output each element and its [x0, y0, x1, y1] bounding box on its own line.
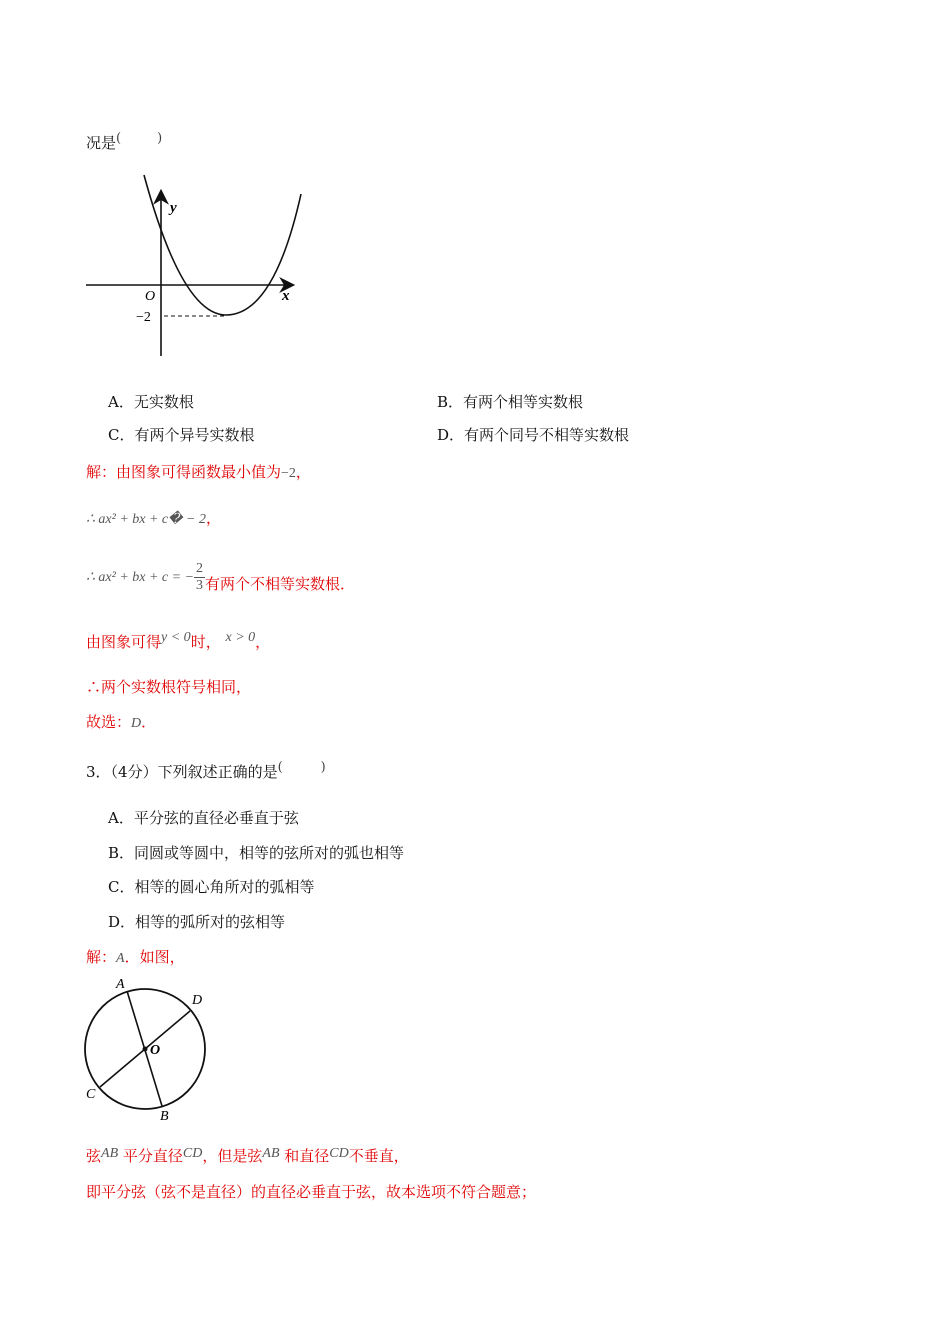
q3-sol2-d: 和直径	[284, 1147, 330, 1165]
label-c: C	[86, 1087, 96, 1102]
q3-option-d[interactable]: D．相等的弧所对的弦相等	[108, 913, 286, 931]
frac-numerator: 2	[196, 560, 204, 576]
q2-sol4-b: 时，	[190, 633, 221, 651]
center-point	[143, 1047, 148, 1052]
q3-stem	[86, 762, 326, 784]
q2-option-c[interactable]: C．有两个异号实数根	[108, 426, 255, 444]
q3-sol1-a: 解：	[86, 948, 117, 966]
x-axis-label: x	[282, 288, 290, 304]
q3-sol1-b: ．如图，	[124, 948, 185, 966]
q2-sol2-end: ，	[205, 509, 221, 527]
q2-solution-line2	[86, 508, 221, 530]
label-d: D	[192, 993, 203, 1008]
q2-stem-text: 况是	[86, 134, 117, 152]
min-value-label: −2	[136, 310, 151, 325]
origin-label: O	[145, 289, 156, 304]
q3-option-b[interactable]: B．同圆或等圆中，相等的弦所对的弧也相等	[108, 844, 405, 862]
q3-sol2-m4: CD	[329, 1146, 349, 1161]
q3-sol2-a: 弦	[86, 1147, 102, 1165]
q2-sol3-fraction	[194, 561, 205, 594]
q2-option-b[interactable]: B．有两个相等实数根	[437, 393, 584, 411]
q2-sol1-text: 解：由图象可得函数最小值为	[86, 463, 282, 481]
q3-solution-line2	[86, 1146, 409, 1168]
label-b: B	[160, 1109, 169, 1124]
q2-sol4-c: ，	[255, 633, 271, 651]
q3-sol2-m3: AB	[262, 1146, 280, 1161]
q2-option-a[interactable]: A．无实数根	[108, 393, 194, 411]
q3-sol2-b: 平分直径	[122, 1147, 183, 1165]
q2-sol3-text: 有两个不相等实数根．	[205, 575, 356, 593]
q2-sol2-math: ∴ ax² + bx + c� − 2	[86, 512, 206, 527]
q2-sol1-end: ，	[295, 463, 311, 481]
parabola-curve	[144, 175, 301, 315]
q2-solution-line5: ∴两个实数根符号相同，	[86, 678, 252, 696]
q3-option-c[interactable]: C．相等的圆心角所对的弧相等	[108, 878, 315, 896]
q2-paren-open: (	[116, 131, 122, 146]
q3-stem-text: 3．（4分）下列叙述正确的是	[86, 763, 278, 781]
q2-sol6-a: 故选：	[86, 713, 132, 731]
label-o: O	[150, 1043, 161, 1058]
q2-sol6-m: D	[131, 716, 142, 731]
q2-sol3-math: ∴ ax² + bx + c = −	[86, 570, 195, 585]
q3-option-a[interactable]: A．平分弦的直径必垂直于弦	[108, 809, 299, 827]
circle-figure	[80, 974, 220, 1124]
frac-denominator: 3	[196, 577, 204, 593]
q3-solution-line3: 即平分弦（弦不是直径）的直径必垂直于弦，故本选项不符合题意；	[86, 1183, 537, 1201]
q2-solution-line4	[86, 632, 270, 654]
q2-sol4-a: 由图象可得	[86, 633, 162, 651]
q2-solution-line3	[86, 556, 355, 598]
q3-sol2-m1: AB	[101, 1146, 119, 1161]
q3-paren-close: )	[320, 760, 326, 775]
q2-option-d[interactable]: D．有两个同号不相等实数根	[437, 426, 630, 444]
q2-stem	[86, 133, 162, 155]
q2-solution-line6	[86, 712, 156, 734]
q2-sol4-m1: y < 0	[161, 630, 191, 645]
q2-solution-line1	[86, 462, 311, 484]
parabola-graph	[84, 170, 314, 370]
q3-sol1-m: A	[116, 951, 125, 966]
q2-sol4-m2: x > 0	[225, 630, 256, 645]
q3-sol2-c: ，但是弦	[202, 1147, 263, 1165]
q3-sol2-e: 不垂直，	[348, 1147, 409, 1165]
q2-paren-close: )	[157, 131, 163, 146]
q3-solution-line1	[86, 947, 185, 969]
label-a: A	[116, 977, 125, 992]
q2-sol1-value: −2	[281, 466, 296, 481]
q3-paren-open: (	[277, 760, 283, 775]
y-axis-label: y	[170, 200, 177, 216]
q3-sol2-m2: CD	[182, 1146, 203, 1161]
q2-sol6-b: ．	[141, 713, 157, 731]
